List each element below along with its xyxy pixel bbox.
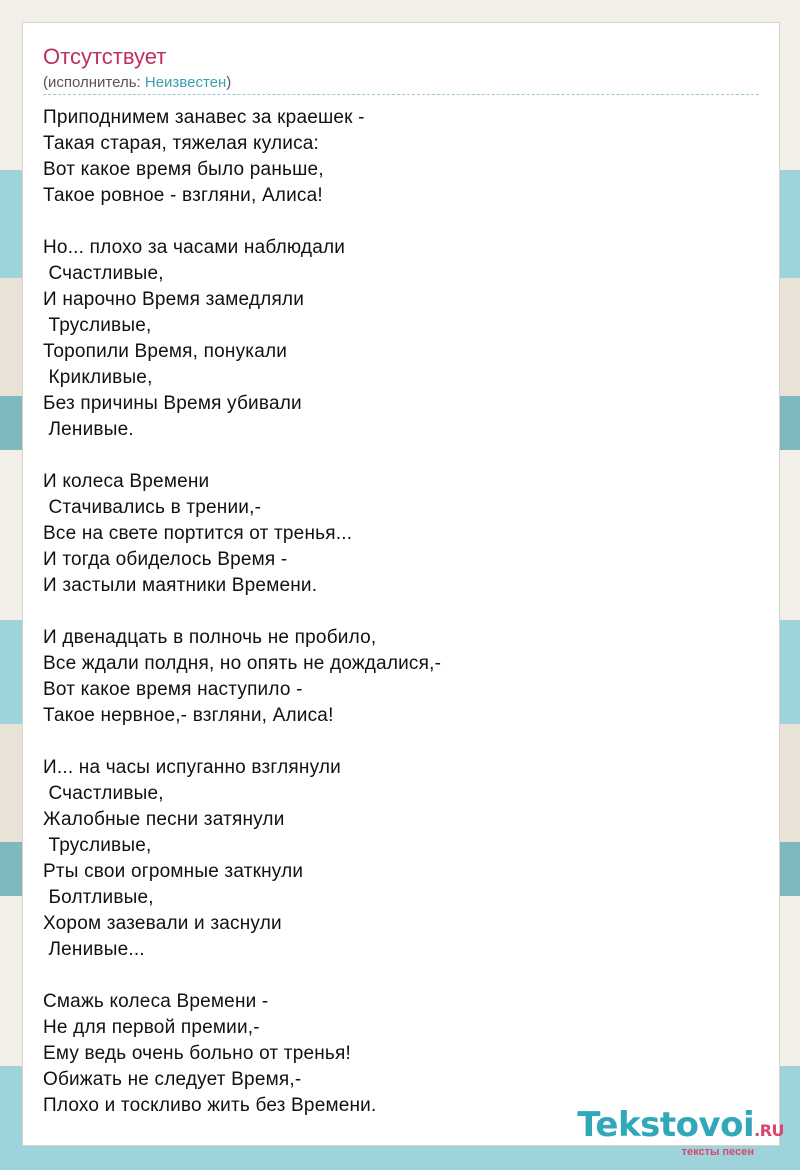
lyric-line: Такое нервное,- взгляни, Алиса! (43, 705, 334, 726)
stanza-break (43, 963, 441, 989)
lyric-line: Не для первой премии,- (43, 1017, 260, 1038)
lyric-line: И нарочно Время замедляли (43, 289, 305, 310)
lyric-line: Трусливые, (43, 835, 152, 856)
artist-prefix: (исполнитель: (43, 74, 145, 91)
lyric-line: Стачивались в трении,- (43, 497, 262, 518)
lyric-line: Смажь колеса Времени - (43, 991, 269, 1012)
lyric-line: Торопили Время, понукали (43, 341, 288, 362)
lyric-line: Без причины Время убивали (43, 393, 302, 414)
lyric-line: Ленивые. (43, 419, 134, 440)
lyric-line: Ленивые... (43, 939, 145, 960)
stanza-break (43, 209, 441, 235)
lyric-line: Плохо и тоскливо жить без Времени. (43, 1095, 377, 1116)
lyric-line: И колеса Времени (43, 471, 210, 492)
lyric-line: Счастливые, (43, 263, 164, 284)
title-divider (43, 94, 759, 95)
lyric-line: Обижать не следует Время,- (43, 1069, 302, 1090)
lyric-line: Все на свете портится от тренья... (43, 523, 353, 544)
stanza-break (43, 729, 441, 755)
lyric-line: Крикливые, (43, 367, 153, 388)
logo-tagline: тексты песен (681, 1146, 754, 1158)
stanza-break (43, 599, 441, 625)
lyric-line: Вот какое время наступило - (43, 679, 303, 700)
lyrics-text (43, 105, 441, 1119)
lyric-line: Приподнимем занавес за краешек - (43, 107, 365, 128)
lyric-line: Жалобные песни затянули (43, 809, 285, 830)
logo-name: Tekstovoi (577, 1105, 755, 1145)
lyric-line: И тогда обиделось Время - (43, 549, 288, 570)
song-title: Отсутствует (43, 44, 167, 69)
lyric-line: И двенадцать в полночь не пробило, (43, 627, 377, 648)
lyric-line: Вот какое время было раньше, (43, 159, 324, 180)
lyric-line: Такое ровное - взгляни, Алиса! (43, 185, 323, 206)
lyric-line: Но... плохо за часами наблюдали (43, 237, 346, 258)
lyric-line: Хором зазевали и заснули (43, 913, 282, 934)
artist-suffix: ) (226, 74, 232, 91)
artist-line (43, 73, 231, 93)
lyric-line: Рты свои огромные заткнули (43, 861, 304, 882)
lyric-line: Трусливые, (43, 315, 152, 336)
lyric-line: Счастливые, (43, 783, 164, 804)
lyrics-card (22, 22, 780, 1146)
lyric-line: Все ждали полдня, но опять не дождалися,- (43, 653, 442, 674)
lyric-line: И... на часы испуганно взглянули (43, 757, 341, 778)
artist-link[interactable]: Неизвестен (144, 74, 227, 91)
lyric-line: Ему ведь очень больно от тренья! (43, 1043, 351, 1064)
logo-tld: .RU (754, 1121, 784, 1140)
lyric-line: Такая старая, тяжелая кулиса: (43, 133, 320, 154)
stanza-break (43, 443, 441, 469)
lyric-line: И застыли маятники Времени. (43, 575, 318, 596)
site-logo[interactable] (577, 1105, 784, 1158)
lyric-line: Болтливые, (43, 887, 154, 908)
